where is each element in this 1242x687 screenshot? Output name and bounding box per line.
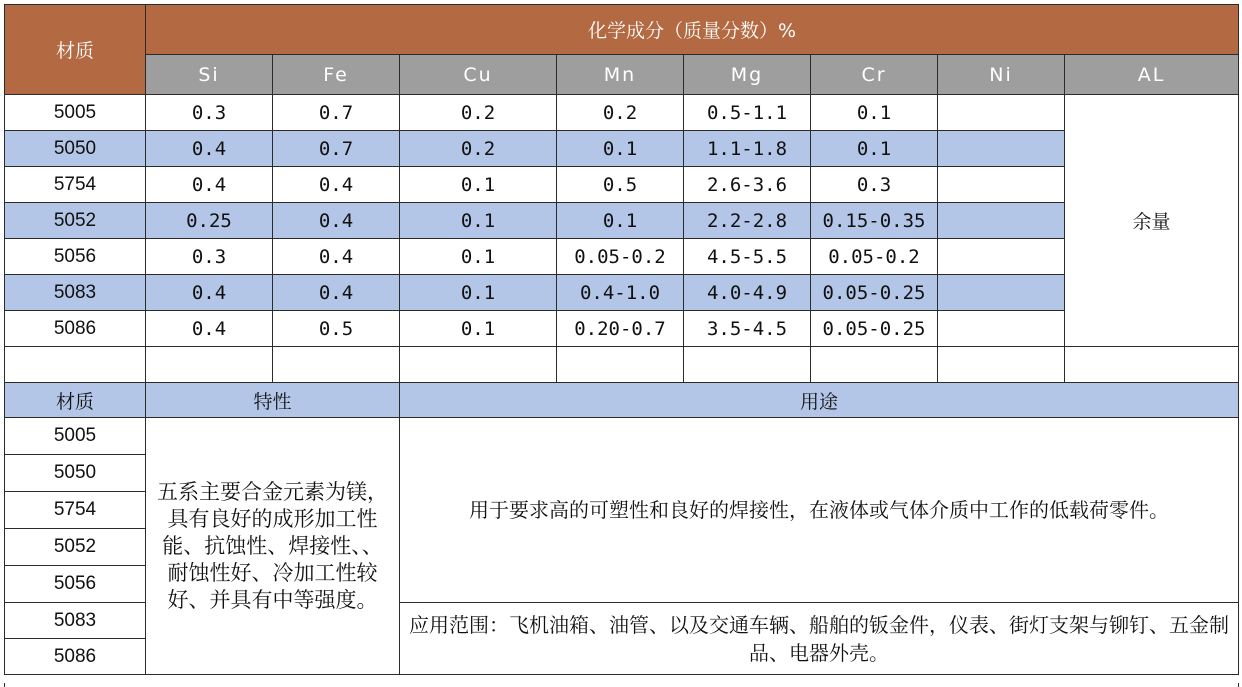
- composition-title: 化学成分（质量分数）%: [146, 5, 1239, 55]
- grade-cell: 5005: [5, 95, 146, 131]
- grade-cell: 5052: [5, 203, 146, 239]
- fe-cell: 0.4: [273, 167, 400, 203]
- cu-cell: 0.1: [400, 203, 557, 239]
- composition-row: [5, 167, 1239, 203]
- ni-cell: [938, 275, 1065, 311]
- mn-cell: 0.5: [557, 167, 684, 203]
- mn-cell: 0.4-1.0: [557, 275, 684, 311]
- cr-cell: 0.05-0.25: [811, 275, 938, 311]
- grade-cell: 5056: [5, 566, 146, 603]
- grid-continuation-line: [4, 683, 5, 687]
- mg-cell: 4.5-5.5: [684, 239, 811, 275]
- empty-cell: [400, 347, 557, 383]
- material-header-2: 材质: [5, 383, 146, 418]
- cu-cell: 0.1: [400, 167, 557, 203]
- ni-cell: [938, 95, 1065, 131]
- grade-cell: 5754: [5, 492, 146, 529]
- application-cell: [400, 603, 1239, 675]
- composition-row: [5, 95, 1239, 131]
- material-header: 材质: [5, 5, 146, 95]
- cr-cell: 0.05-0.2: [811, 239, 938, 275]
- element-header-mg: Mg: [684, 55, 811, 95]
- si-cell: 0.4: [146, 131, 273, 167]
- composition-row: [5, 275, 1239, 311]
- fe-cell: 0.5: [273, 311, 400, 347]
- aluminum-5-series-table: [4, 4, 1239, 675]
- cr-cell: 0.05-0.25: [811, 311, 938, 347]
- ni-cell: [938, 167, 1065, 203]
- grade-cell: 5086: [5, 639, 146, 675]
- si-cell: 0.3: [146, 239, 273, 275]
- empty-cell: [146, 347, 273, 383]
- composition-row: [5, 239, 1239, 275]
- empty-row: [5, 347, 1239, 383]
- element-header-al: AL: [1065, 55, 1239, 95]
- si-cell: 0.3: [146, 95, 273, 131]
- grade-cell: 5083: [5, 275, 146, 311]
- cu-cell: 0.1: [400, 275, 557, 311]
- grade-cell: 5050: [5, 455, 146, 492]
- grade-cell: 5052: [5, 529, 146, 566]
- fe-cell: 0.7: [273, 131, 400, 167]
- mn-cell: 0.2: [557, 95, 684, 131]
- element-header-mn: Mn: [557, 55, 684, 95]
- si-cell: 0.4: [146, 275, 273, 311]
- mn-cell: 0.20-0.7: [557, 311, 684, 347]
- fe-cell: 0.7: [273, 95, 400, 131]
- composition-row: [5, 203, 1239, 239]
- cu-cell: 0.1: [400, 311, 557, 347]
- fe-cell: 0.4: [273, 203, 400, 239]
- mg-cell: 4.0-4.9: [684, 275, 811, 311]
- composition-row: [5, 131, 1239, 167]
- mg-cell: 2.2-2.8: [684, 203, 811, 239]
- mg-cell: 0.5-1.1: [684, 95, 811, 131]
- cu-cell: 0.2: [400, 95, 557, 131]
- si-cell: 0.25: [146, 203, 273, 239]
- grid-continuation-line: [1238, 683, 1239, 687]
- usage-text: 用于要求高的可塑性和良好的焊接性，在液体或气体介质中工作的低载荷零件。: [469, 498, 1169, 522]
- si-cell: 0.4: [146, 167, 273, 203]
- grade-cell: 5083: [5, 603, 146, 639]
- ni-cell: [938, 311, 1065, 347]
- empty-cell: [684, 347, 811, 383]
- ni-cell: [938, 203, 1065, 239]
- cr-cell: 0.3: [811, 167, 938, 203]
- mg-cell: 3.5-4.5: [684, 311, 811, 347]
- mg-cell: 1.1-1.8: [684, 131, 811, 167]
- properties-text: 五系主要合金元素为镁，具有良好的成形加工性能、抗蚀性、焊接性、、耐蚀性好、冷加工性较好、并具有中等强度。: [157, 479, 388, 612]
- element-header-ni: Ni: [938, 55, 1065, 95]
- mn-cell: 0.1: [557, 203, 684, 239]
- mn-cell: 0.05-0.2: [557, 239, 684, 275]
- empty-cell: [557, 347, 684, 383]
- grade-cell: 5005: [5, 418, 146, 455]
- ni-cell: [938, 239, 1065, 275]
- application-text: 应用范围：飞机油箱、油管、以及交通车辆、船舶的钣金件，仪表、街灯支架与铆钉、五金制品、电器外壳。: [409, 612, 1229, 665]
- composition-row: [5, 311, 1239, 347]
- cu-cell: 0.1: [400, 239, 557, 275]
- grade-cell: 5754: [5, 167, 146, 203]
- properties-cell: [146, 418, 400, 675]
- mg-cell: 2.6-3.6: [684, 167, 811, 203]
- cu-cell: 0.2: [400, 131, 557, 167]
- grade-cell: 5050: [5, 131, 146, 167]
- empty-cell: [1065, 347, 1239, 383]
- cr-cell: 0.15-0.35: [811, 203, 938, 239]
- grade-cell: 5086: [5, 311, 146, 347]
- grade-cell: 5056: [5, 239, 146, 275]
- ni-cell: [938, 131, 1065, 167]
- usage-header: 用途: [400, 383, 1239, 418]
- element-header-cr: Cr: [811, 55, 938, 95]
- usage-cell: [400, 418, 1239, 603]
- si-cell: 0.4: [146, 311, 273, 347]
- fe-cell: 0.4: [273, 239, 400, 275]
- element-header-si: Si: [146, 55, 273, 95]
- al-balance-cell: 余量: [1065, 95, 1239, 347]
- element-header-cu: Cu: [400, 55, 557, 95]
- empty-cell: [938, 347, 1065, 383]
- mn-cell: 0.1: [557, 131, 684, 167]
- cr-cell: 0.1: [811, 95, 938, 131]
- cr-cell: 0.1: [811, 131, 938, 167]
- empty-cell: [5, 347, 146, 383]
- fe-cell: 0.4: [273, 275, 400, 311]
- empty-cell: [273, 347, 400, 383]
- empty-cell: [811, 347, 938, 383]
- element-header-fe: Fe: [273, 55, 400, 95]
- properties-header: 特性: [146, 383, 400, 418]
